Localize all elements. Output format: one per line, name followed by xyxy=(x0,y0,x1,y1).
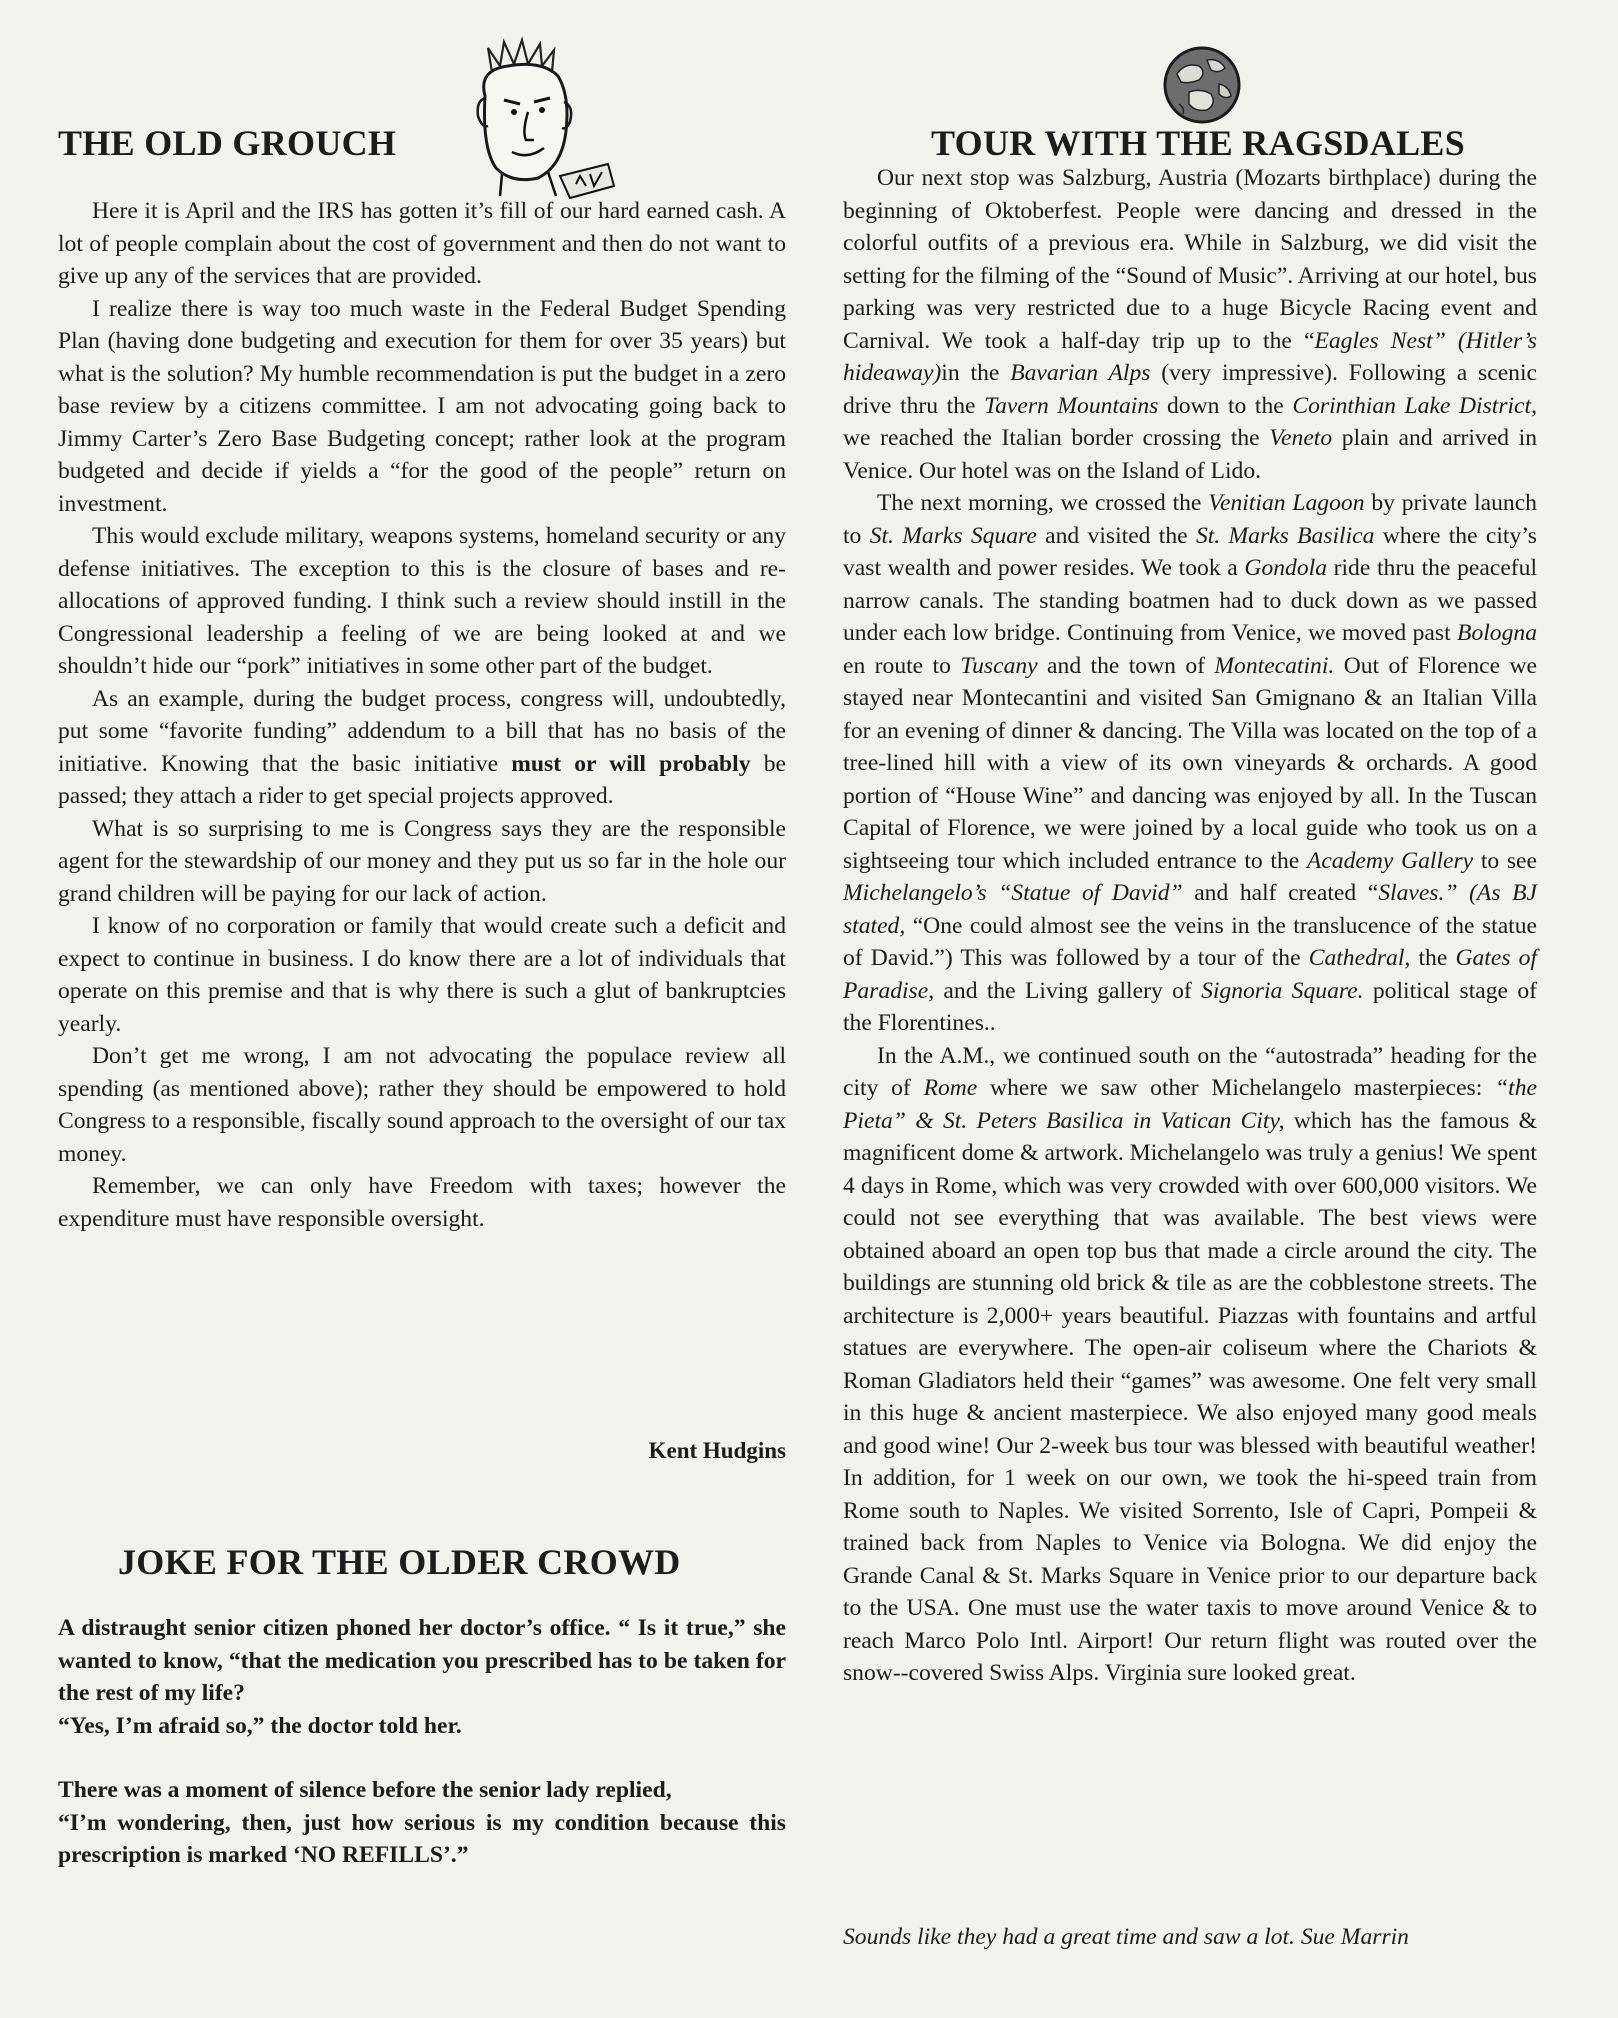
text-span: Our next stop was Salzburg, Austria (Mozarts birthplace) during the beginning of Oktoberfest. People were dancing and dressed in the colorful outfits of a previous era. While in Salzburg, we did visit the setting for the filming of the “Sound of Music”. Arriving at our hotel, bus parking was very restricted due to a huge Bicycle Racing event and Carnival. We took a half-day trip up to the “ xyxy=(843,165,1537,354)
joke-article xyxy=(58,1612,786,1872)
globe-icon xyxy=(1159,44,1245,126)
italic-place: Academy Gallery xyxy=(1306,847,1474,874)
grouch-article xyxy=(58,195,786,1235)
text-span: The next morning, we crossed the xyxy=(877,490,1209,516)
text-span: which has the famous & magnificent dome & artwork. Michelangelo was truly a genius! We spent 4 days in Rome, which was very crowded with over 600,000 visitors. We could not see everything that was available. The best views were obtained aboard an open top bus that made a circle around the city. The buildings are stunning old brick & tile as are the cobblestone streets. The architecture is 2,000+ years beautiful. Piazzas with fountains and artful statues are everywhere. The open-air coliseum where the Chariots & Roman Gladiators held their “games” was awesome. One felt very small in this huge & ancient masterpiece. We also enjoyed many good meals and good wine! Our 2-week bus tour was blessed with beautiful weather! In addition, for 1 week on our own, we took the hi-speed train from Rome south to Naples. We visited Sorrento, Isle of Capri, Pompeii & trained back from Naples to Venice via Bologna. We did enjoy the Grande Canal & St. Marks Square in Venice prior to our departure back to the USA. One must use the water taxis to move around Venice & to reach Marco Polo Intl. Airport! Our return flight was routed over the snow--covered Swiss Alps. Virginia sure looked great. xyxy=(843,1107,1537,1686)
grouch-paragraph: Don’t get me wrong, I am not advocating the populace review all spending (as mentioned above); rather they should be empowered to hold Congress to a responsible, fiscally sound approach to the oversight of our tax money. xyxy=(58,1043,786,1167)
tour-sign-off: Sounds like they had a great time and saw a lot. Sue Marrin xyxy=(843,1924,1409,1950)
text-span: we reached the Italian border crossing the xyxy=(843,425,1270,451)
text-span: to see xyxy=(1473,847,1537,874)
text-span: “One could almost see the veins in the translucence of the statue of David.”) This was followed by a tour of the xyxy=(843,912,1537,971)
italic-place: Slaves.” (As BJ stated, xyxy=(843,880,1537,939)
italic-place: Signoria Square. xyxy=(1201,977,1364,1004)
text-span: plain and arrived in Venice. Our hotel was on the Island of Lido. xyxy=(843,425,1538,484)
grouch-bold-phrase: must or will probably xyxy=(511,750,751,777)
grouch-paragraph: I realize there is way too much waste in the Federal Budget Spending Plan (having done budgeting and execution for them for over 35 years) but what is the solution? My humble recommendation is put the budget in a zero base review by a citizens committee. I am not advocating going back to Jimmy Carter’s Zero Base Budgeting concept; rather look at the program budgeted and decide if yields a “for the good of the people” return on investment. xyxy=(58,295,786,517)
tour-paragraph xyxy=(843,162,1537,487)
text-span: where we saw other Michelangelo masterpieces: xyxy=(977,1075,1496,1101)
text-span: ride thru the peaceful narrow canals. The standing boatmen had to duck down as we passed under each low bridge. Continuing from Venice, we moved past xyxy=(843,555,1537,646)
joke-line: There was a moment of silence before the senior lady replied, xyxy=(58,1777,672,1803)
italic-place: Rome xyxy=(923,1075,978,1101)
grouch-signature: Kent Hudgins xyxy=(648,1438,786,1463)
joke-title: JOKE FOR THE OLDER CROWD xyxy=(118,1542,681,1582)
grouch-paragraph-text: As an example, during the budget process, congress will, undoubtedly, put some “favorite funding” addendum to a bill that has no basis of the initiative. Knowing that the basic initiative xyxy=(58,685,786,777)
italic-place: Tavern Mountains xyxy=(984,392,1159,419)
text-span: and visited the xyxy=(1036,522,1196,549)
text-span: (very impressive). Following a scenic drive thru the xyxy=(843,360,1537,419)
tour-title: TOUR WITH THE RAGSDALES xyxy=(931,123,1466,163)
grouch-face-icon xyxy=(430,36,620,200)
italic-place: “the Pieta” & St. Peters Basilica in Vatican City, xyxy=(843,1075,1537,1134)
italic-place: Montecatini. xyxy=(1214,652,1335,679)
grouch-paragraph: Remember, we can only have Freedom with taxes; however the expenditure must have responsible oversight. xyxy=(58,1173,786,1232)
tour-paragraph xyxy=(843,1040,1537,1690)
italic-place: Veneto xyxy=(1269,425,1333,451)
text-span: and half created “ xyxy=(1182,880,1379,906)
grouch-paragraph: Here it is April and the IRS has gotten it’s fill of our hard earned cash. A lot of people complain about the cost of government and then do not want to give up any of the services that are provided. xyxy=(58,198,786,289)
italic-place: Eagles Nest” (Hitler’s hideaway) xyxy=(843,327,1537,386)
grouch-title: THE OLD GROUCH xyxy=(58,123,397,163)
text-span: where the city’s vast wealth and power resides. We took a xyxy=(843,522,1537,581)
text-span: the xyxy=(1410,945,1456,971)
text-span: political stage of the Florentines.. xyxy=(843,977,1537,1036)
italic-place: Tuscany xyxy=(960,652,1038,679)
italic-place: Cathedral, xyxy=(1308,945,1411,971)
text-span: en route to xyxy=(843,652,961,679)
text-span: by private launch to xyxy=(843,490,1537,549)
italic-place: Gates of Paradise, xyxy=(843,945,1538,1004)
joke-line: “I’m wondering, then, just how serious is my condition because this prescription is marked ‘NO REFILLS’.” xyxy=(58,1809,786,1868)
text-span: and the Living gallery of xyxy=(934,977,1202,1004)
joke-line: A distraught senior citizen phoned her doctor’s office. “ Is it true,” she wanted to know, “that the medication you prescribed has to be taken for the rest of my life? xyxy=(58,1615,786,1706)
tour-paragraph xyxy=(843,487,1537,1040)
text-span: and the town of xyxy=(1037,652,1215,679)
tour-article xyxy=(843,162,1537,1690)
grouch-paragraph xyxy=(58,683,786,813)
grouch-paragraph: I know of no corporation or family that would create such a deficit and expect to continue in business. I do know there are a lot of individuals that operate on this premise and that is why there is such a glut of bankruptcies yearly. xyxy=(58,913,786,1037)
italic-place: St. Marks Basilica xyxy=(1195,522,1375,549)
italic-place: Venitian Lagoon xyxy=(1208,490,1365,516)
text-span: Out of Florence we stayed near Montecantini and visited San Gmignano & an Italian Villa for an evening of dinner & dancing. The Villa was located on the top of a tree-lined hill with a view of its own vineyards & orchards. A good portion of “House Wine” and dancing was enjoyed by all. In the Tuscan Capital of Florence, we were joined by a local guide who took us on a sightseeing tour which included entrance to the xyxy=(843,652,1537,874)
grouch-paragraph: What is so surprising to me is Congress says they are the responsible agent for the stewardship of our money and they put us so far in the hole our grand children will be paying for our lack of action. xyxy=(58,815,786,907)
italic-place: Bologna xyxy=(1457,620,1537,646)
joke-line: “Yes, I’m afraid so,” the doctor told her. xyxy=(58,1712,462,1739)
italic-place: St. Marks Square xyxy=(869,522,1037,549)
italic-place: Bavarian Alps xyxy=(1010,360,1151,386)
text-span: in the xyxy=(941,360,1011,386)
grouch-paragraph-tail: be passed; they attach a rider to get special projects approved. xyxy=(58,750,786,809)
italic-place: Gondola xyxy=(1244,555,1327,581)
grouch-paragraph: This would exclude military, weapons systems, homeland security or any defense initiatives. The exception to this is the closure of bases and re-allocations of approved funding. I think such a review should instill in the Congressional leadership a feeling of we are being looked at and we shouldn’t hide our “pork” initiatives in some other part of the budget. xyxy=(58,523,786,679)
text-span: down to the xyxy=(1158,392,1293,419)
italic-place: Corinthian Lake District, xyxy=(1292,392,1537,419)
italic-place: Michelangelo’s “Statue of David” xyxy=(843,880,1183,906)
text-span: In the A.M., we continued south on the “autostrada” heading for the city of xyxy=(843,1042,1537,1101)
